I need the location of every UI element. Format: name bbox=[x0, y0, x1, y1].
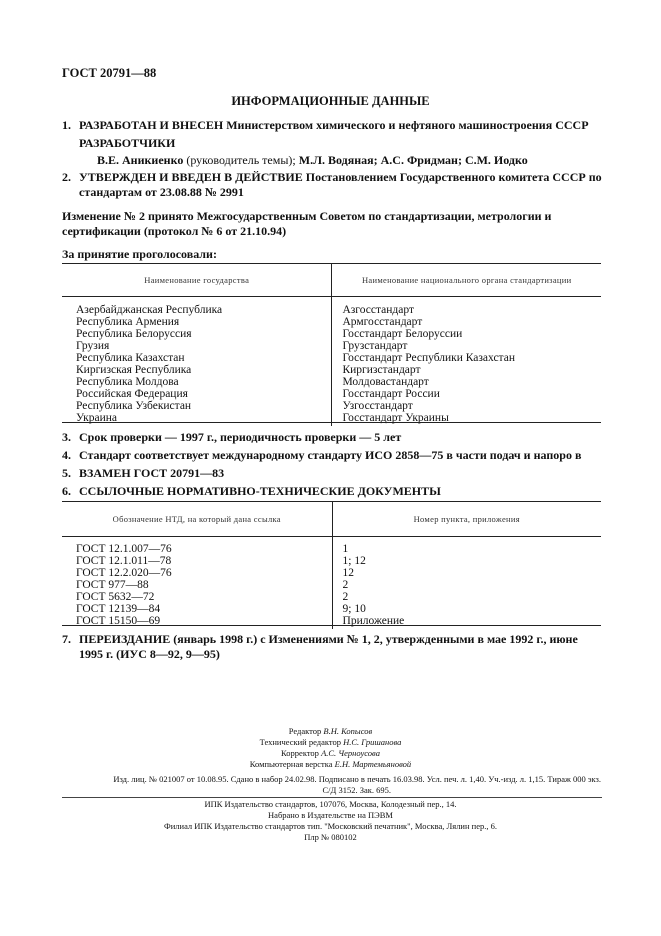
publisher-line: Филиал ИПК Издательство стандартов тип. "Московский печатник", Москва, Лялин пер., 6. bbox=[164, 821, 497, 831]
section-title: ИНФОРМАЦИОННЫЕ ДАННЫЕ bbox=[231, 94, 430, 108]
credits bbox=[0, 726, 661, 770]
change-note: Изменение № 2 принято Межгосударственным Советом по стандартизации, метрологии и сертификации (протокол № 6 от 21.10.94) bbox=[62, 209, 552, 238]
divider bbox=[62, 797, 602, 798]
state-name: Республика Казахстан bbox=[76, 352, 185, 364]
standards-body-name: Азгосстандарт bbox=[342, 304, 414, 316]
publisher-line: Набрано в Издательстве на ПЭВМ bbox=[268, 810, 393, 820]
item-text: РАЗРАБОТАН И ВНЕСЕН Министерством химического и нефтяного машиностроения СССР bbox=[79, 118, 589, 132]
item-number: 3. bbox=[62, 430, 71, 444]
item-5 bbox=[62, 466, 602, 482]
item-6 bbox=[62, 484, 602, 500]
references-table bbox=[62, 502, 601, 629]
ntd-designation: ГОСТ 12.1.007—76 bbox=[76, 543, 172, 555]
item-number: 7. bbox=[62, 632, 71, 646]
standards-body-name: Киргизстандарт bbox=[342, 364, 421, 376]
ntd-designation: ГОСТ 15150—69 bbox=[76, 615, 161, 627]
item-text: ВЗАМЕН ГОСТ 20791—83 bbox=[79, 466, 225, 480]
standards-body-name: Госстандарт России bbox=[342, 388, 440, 400]
docs-list bbox=[76, 543, 332, 627]
reference-point: 1 bbox=[342, 543, 349, 555]
column-header: Обозначение НТД, на который дана ссылка bbox=[62, 502, 332, 537]
credit-editor: Редактор В.Н. Копысов bbox=[288, 726, 373, 736]
item-4 bbox=[62, 448, 602, 464]
developers-label: РАЗРАБОТЧИКИ bbox=[79, 136, 176, 150]
reference-point: 2 bbox=[342, 591, 349, 603]
standards-body-name: Госстандарт Украины bbox=[342, 412, 449, 424]
item-2 bbox=[62, 170, 602, 202]
states-table bbox=[62, 264, 601, 426]
column-header: Номер пункта, приложения bbox=[413, 514, 520, 524]
item-1 bbox=[62, 118, 602, 134]
standards-body-name: Молдовастандарт bbox=[342, 376, 429, 388]
developer-names: М.Л. Водяная; А.С. Фридман; С.М. Иодко bbox=[295, 153, 528, 167]
standards-body-name: Армгосстандарт bbox=[342, 316, 423, 328]
ntd-designation: ГОСТ 12.1.011—78 bbox=[76, 555, 172, 567]
item-text: ССЫЛОЧНЫЕ НОРМАТИВНО-ТЕХНИЧЕСКИЕ ДОКУМЕНТЫ bbox=[79, 484, 441, 498]
item-text: ПЕРЕИЗДАНИЕ (январь 1998 г.) с Изменениями № 1, 2, утвержденными в мае 1992 г., июне 1995 г. (ИУС 8—92, 9—95) bbox=[79, 632, 578, 661]
developers-line bbox=[97, 153, 528, 168]
column-header: Наименование национального органа стандартизации bbox=[361, 275, 572, 285]
reference-point: 2 bbox=[342, 579, 349, 591]
table-bottom-rule bbox=[62, 422, 601, 423]
print-info-line: Изд. лиц. № 021007 от 10.08.95. Сдано в набор 24.02.98. Подписано в печать 16.03.98. Усл. печ. л. 1,40. Уч.-изд. л. 1,15. Тираж 000 экз. bbox=[113, 774, 601, 784]
developer-name: В.Е. Аникиенко bbox=[97, 153, 184, 167]
bodies-list bbox=[342, 304, 601, 424]
item-number: 2. bbox=[62, 170, 71, 184]
item-number: 5. bbox=[62, 466, 71, 480]
publisher-line: ИПК Издательство стандартов, 107076, Москва, Колодезный пер., 14. bbox=[204, 799, 457, 809]
standards-body-name: Грузстандарт bbox=[342, 340, 408, 352]
state-name: Украина bbox=[76, 412, 117, 424]
document-code: ГОСТ 20791—88 bbox=[62, 66, 157, 80]
state-name: Азербайджанская Республика bbox=[76, 304, 223, 316]
state-name: Российская Федерация bbox=[76, 388, 188, 400]
item-text: Срок проверки — 1997 г., периодичность проверки — 5 лет bbox=[79, 430, 402, 444]
publisher-info bbox=[0, 799, 661, 843]
standards-body-name: Госстандарт Белоруссии bbox=[342, 328, 463, 340]
item-text: УТВЕРЖДЕН И ВВЕДЕН В ДЕЙСТВИЕ Постановлением Государственного комитета СССР по стандартам от 23.08.88 № 2991 bbox=[79, 170, 602, 199]
item-number: 4. bbox=[62, 448, 71, 462]
item-7 bbox=[62, 632, 602, 664]
voted-label: За принятие проголосовали: bbox=[62, 247, 217, 261]
developer-note: (руководитель темы); bbox=[183, 153, 296, 167]
state-name: Республика Белоруссия bbox=[76, 328, 192, 340]
state-name: Республика Армения bbox=[76, 316, 180, 328]
ntd-designation: ГОСТ 977—88 bbox=[76, 579, 149, 591]
reference-point: Приложение bbox=[342, 615, 405, 627]
credit-corrector: Корректор А.С. Черноусова bbox=[281, 748, 380, 758]
item-3 bbox=[62, 430, 602, 446]
reference-point: 9; 10 bbox=[342, 603, 366, 615]
ntd-designation: ГОСТ 5632—72 bbox=[76, 591, 155, 603]
state-name: Грузия bbox=[76, 340, 110, 352]
state-name: Киргизская Республика bbox=[76, 364, 192, 376]
state-name: Республика Узбекистан bbox=[76, 400, 192, 412]
item-number: 6. bbox=[62, 484, 71, 498]
print-info bbox=[0, 774, 661, 796]
credit-layout: Компьютерная верстка Е.Н. Мартемьяновой bbox=[249, 759, 412, 769]
standards-body-name: Госстандарт Республики Казахстан bbox=[342, 352, 515, 364]
column-header: Наименование государства bbox=[62, 264, 332, 297]
states-list bbox=[76, 304, 331, 424]
reference-point: 12 bbox=[342, 567, 355, 579]
print-info-line: С/Д 3152. Зак. 695. bbox=[322, 785, 391, 795]
state-name: Республика Молдова bbox=[76, 376, 179, 388]
points-list bbox=[343, 543, 601, 627]
reference-point: 1; 12 bbox=[342, 555, 366, 567]
item-text: Стандарт соответствует международному стандарту ИСО 2858—75 в части подач и напоро в bbox=[79, 448, 582, 462]
publisher-line: Плр № 080102 bbox=[304, 832, 357, 842]
standards-body-name: Узгосстандарт bbox=[342, 400, 413, 412]
ntd-designation: ГОСТ 12.2.020—76 bbox=[76, 567, 172, 579]
item-number: 1. bbox=[62, 118, 71, 132]
table-bottom-rule bbox=[62, 625, 601, 626]
credit-tech-editor: Технический редактор Н.С. Гришанова bbox=[259, 737, 402, 747]
ntd-designation: ГОСТ 12139—84 bbox=[76, 603, 161, 615]
